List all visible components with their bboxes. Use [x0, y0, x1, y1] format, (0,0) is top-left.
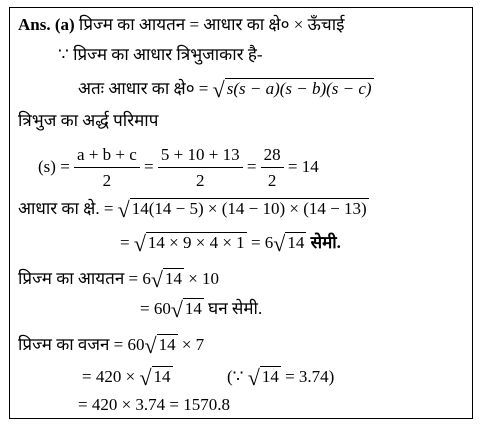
- line-semi-perimeter-label: [18, 110, 158, 132]
- fraction-abc: $\frac{a + b + c}{2}$: [74, 143, 140, 194]
- line-base-area-result: = √ 14 × 9 × 4 × 1 = 6√ 14 सेमी.: [120, 231, 341, 256]
- line-triangular-base: [58, 44, 263, 66]
- semi-perimeter-label: त्रिभुज का अर्द्ध परिमाप: [18, 111, 159, 130]
- line-weight-step: = 420 × √ 14 (∵ √ 14 = 3.74): [82, 365, 335, 390]
- line-prism-weight: प्रिज्म का वजन = 60√ 14 × 7: [18, 333, 205, 358]
- line-heron-formula: [78, 78, 374, 101]
- heron-root: √ s(s − a)(s − b)(s − c): [212, 77, 372, 102]
- line-volume-formula: [18, 14, 344, 36]
- line-prism-volume: प्रिज्म का आयतन = 6√ 14 × 10: [18, 267, 220, 292]
- answer-label: Ans. (a): [18, 15, 75, 34]
- volume-formula-text: प्रिज्म का आयतन = आधार का क्षे० × ऊँचाई: [78, 15, 345, 34]
- line-base-area: आधार का क्षे. = √ 14(14 − 5) × (14 − 10) × (14 − 13): [18, 197, 367, 222]
- fraction-sum: $\frac{5 + 10 + 13}{2}$: [158, 143, 243, 194]
- s-result: = 14: [287, 157, 319, 176]
- s-lhs: (s) =: [38, 157, 70, 176]
- triangular-base-text: ∵ प्रिज्म का आधार त्रिभुजाकार है-: [58, 45, 263, 64]
- fraction-28: $\frac{28}{2}$: [261, 143, 284, 194]
- line-final-answer: = 420 × 3.74 = 1570.8: [78, 395, 231, 414]
- base-area-root: √ 14(14 − 5) × (14 − 10) × (14 − 13): [117, 197, 367, 222]
- line-semi-perimeter-calc: (s) = $\frac{a + b + c}{2}$ = $\frac{5 + 10 + 13}{2}$ = $\frac{28}{2}$ = 14: [38, 140, 319, 194]
- line-prism-volume-result: = 60√ 14 घन सेमी.: [140, 297, 263, 322]
- heron-prefix: अतः आधार का क्षे० =: [78, 79, 209, 98]
